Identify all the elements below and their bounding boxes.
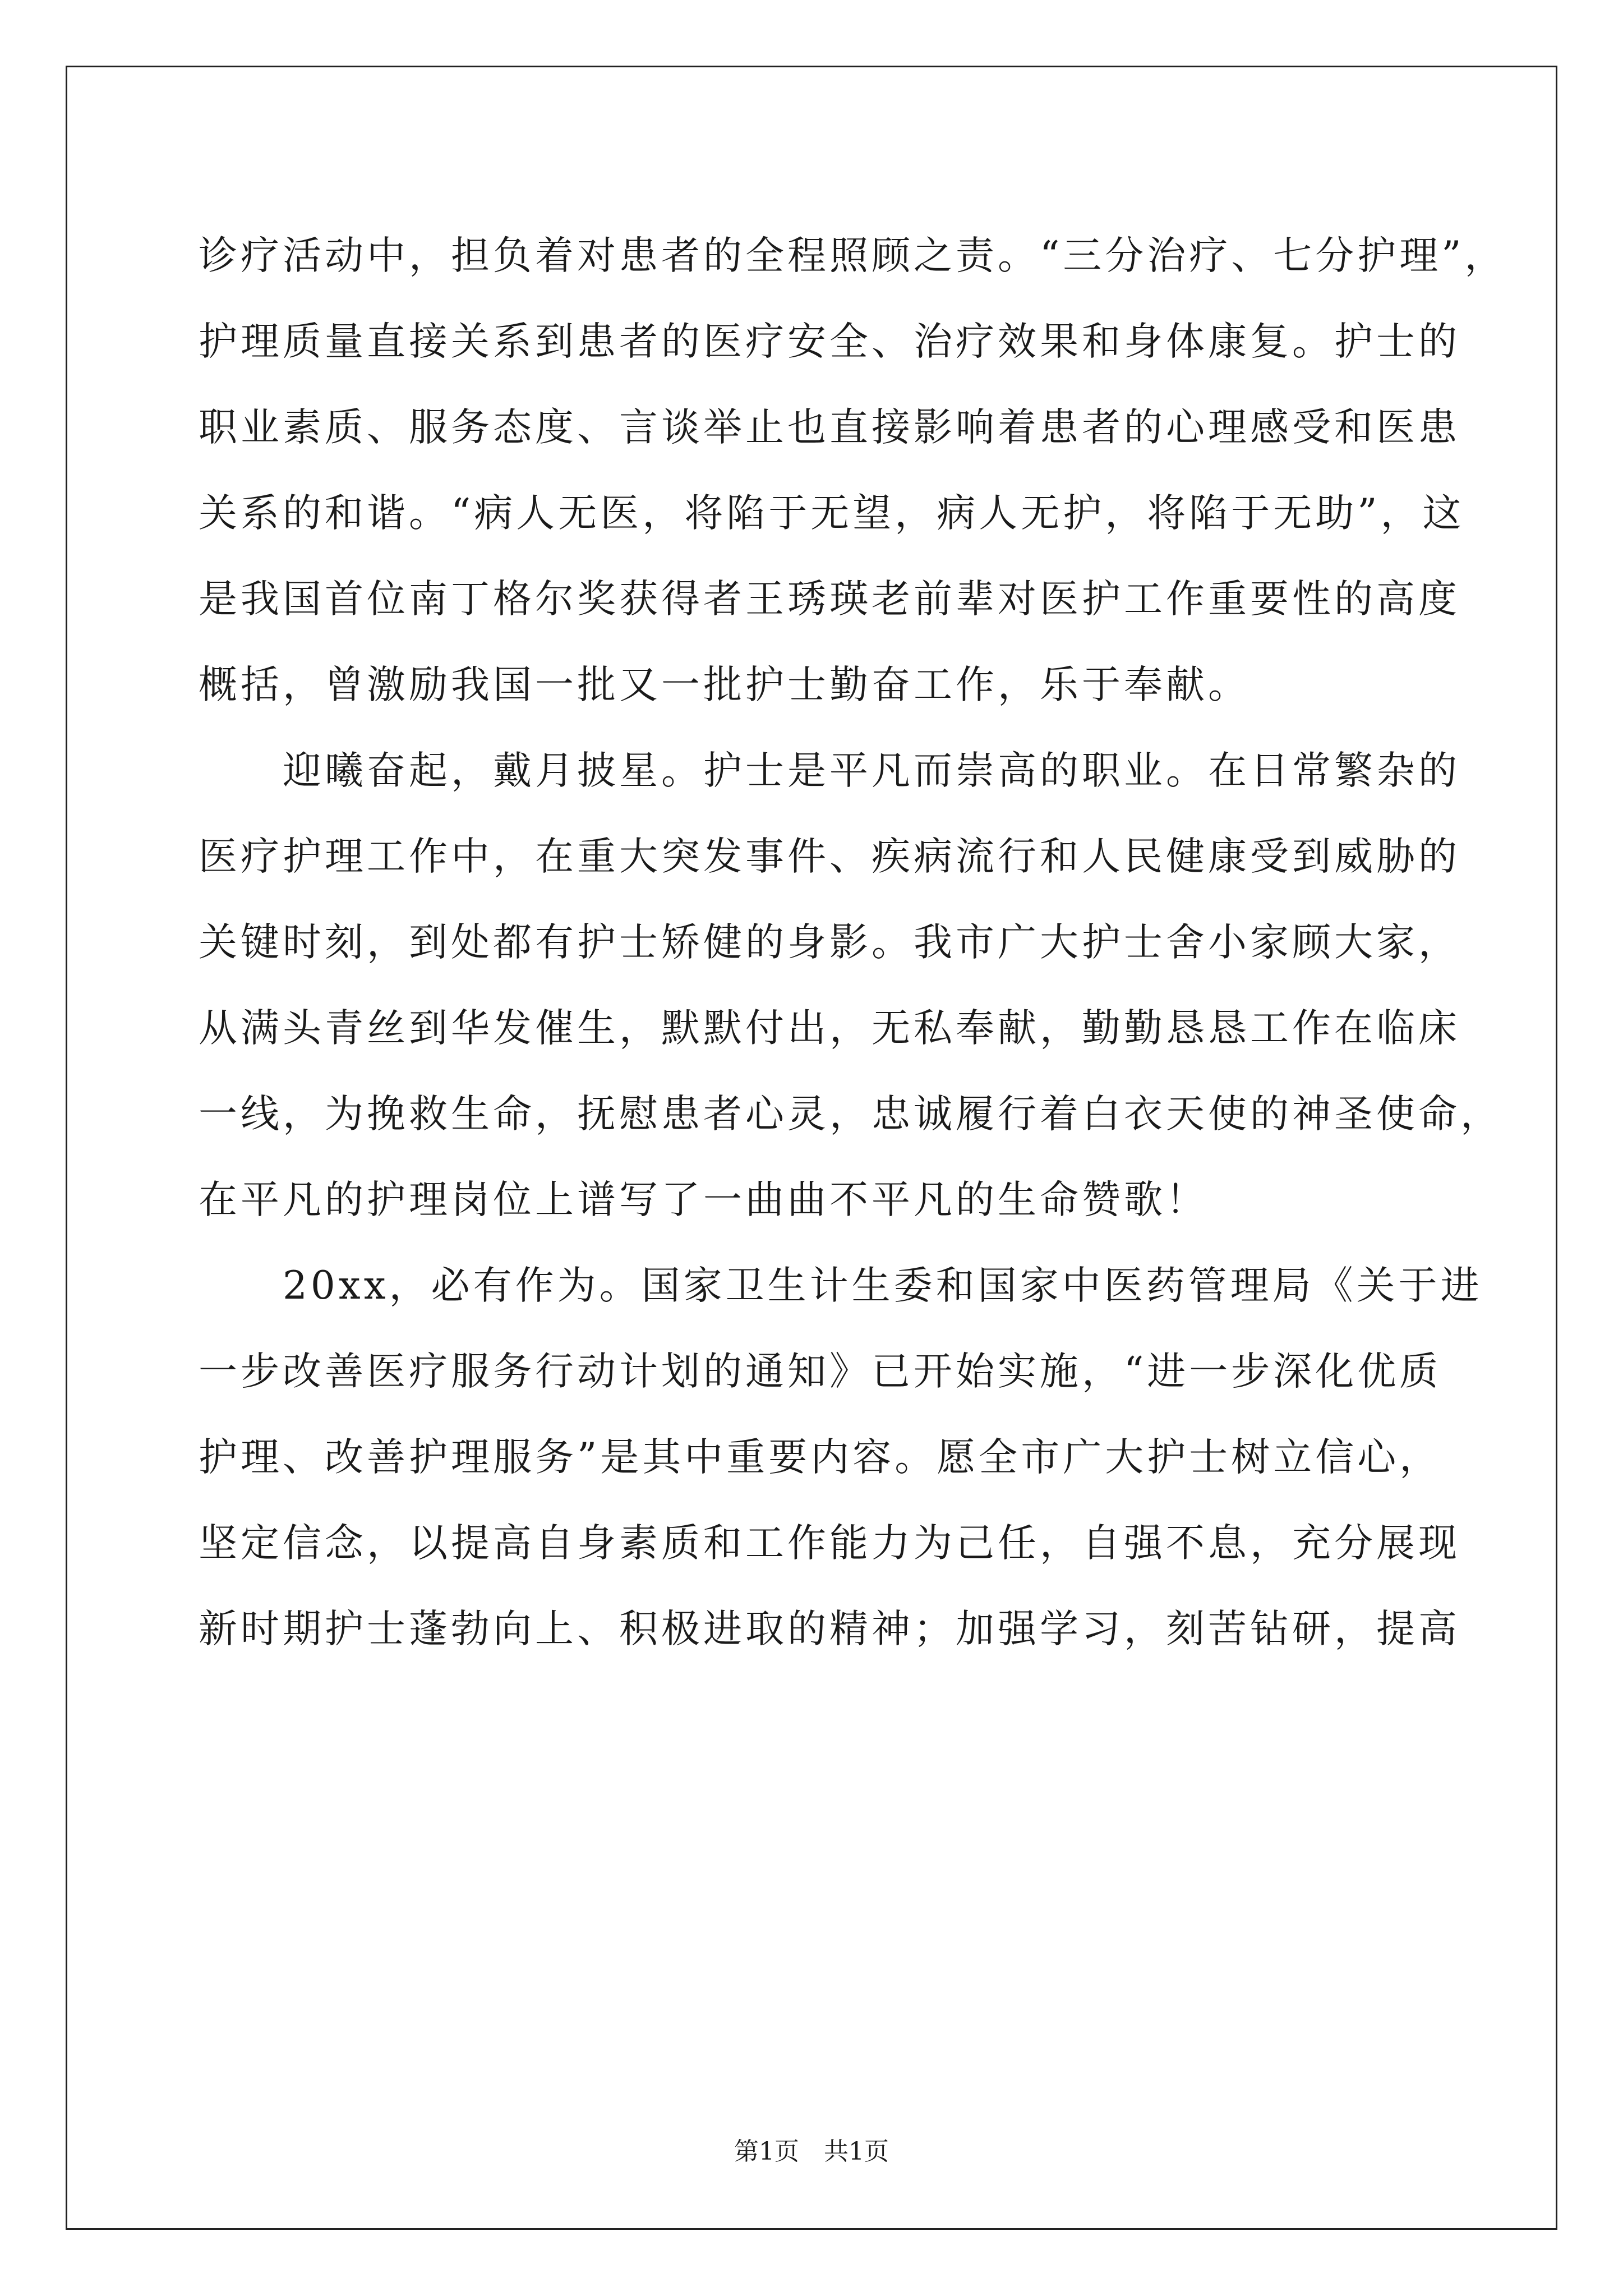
text-line: 一线，为挽救生命，抚慰患者心灵，忠诚履行着白衣天使的神圣使命， (199, 1092, 1502, 1137)
text-line: 从满头青丝到华发催生，默默付出，无私奉献，勤勤恳恳工作在临床 (199, 1006, 1460, 1051)
text-line: 职业素质、服务态度、言谈举止也直接影响着患者的心理感受和医患 (199, 405, 1460, 450)
document-body (199, 213, 1507, 1672)
text-line: 诊疗活动中，担负着对患者的全程照顾之责。“三分治疗、七分护理”， (199, 233, 1507, 278)
text-line: 迎曦奋起，戴月披星。护士是平凡而崇高的职业。在日常繁杂的 (199, 748, 1460, 793)
text-line: 概括，曾激励我国一批又一批护士勤奋工作，乐于奉献。 (199, 662, 1250, 707)
text-line: 一步改善医疗服务行动计划的通知》已开始实施，“进一步深化优质 (199, 1349, 1442, 1394)
text-line: 新时期护士蓬勃向上、积极进取的精神；加强学习，刻苦钻研，提高 (199, 1607, 1460, 1651)
text-line: 关键时刻，到处都有护士矫健的身影。我市广大护士舍小家顾大家， (199, 920, 1460, 965)
text-line: 是我国首位南丁格尔奖获得者王琇瑛老前辈对医护工作重要性的高度 (199, 577, 1460, 622)
text-line: 坚定信念，以提高自身素质和工作能力为己任，自强不息，充分展现 (199, 1521, 1460, 1566)
text-line: 护理质量直接关系到患者的医疗安全、治疗效果和身体康复。护士的 (199, 319, 1460, 364)
text-line: 医疗护理工作中，在重大突发事件、疾病流行和人民健康受到威胁的 (199, 834, 1460, 879)
text-line: 在平凡的护理岗位上谱写了一曲曲不平凡的生命赞歌！ (199, 1177, 1208, 1222)
text-line: 关系的和谐。“病人无医，将陷于无望，病人无护，将陷于无助”，这 (199, 491, 1465, 536)
page-footer: 第1页 共1页 (734, 2137, 889, 2166)
text-line: 20xx，必有作为。国家卫生计生委和国家中医药管理局《关于进 (199, 1263, 1483, 1308)
text-line: 护理、改善护理服务”是其中重要内容。愿全市广大护士树立信心， (199, 1435, 1442, 1480)
